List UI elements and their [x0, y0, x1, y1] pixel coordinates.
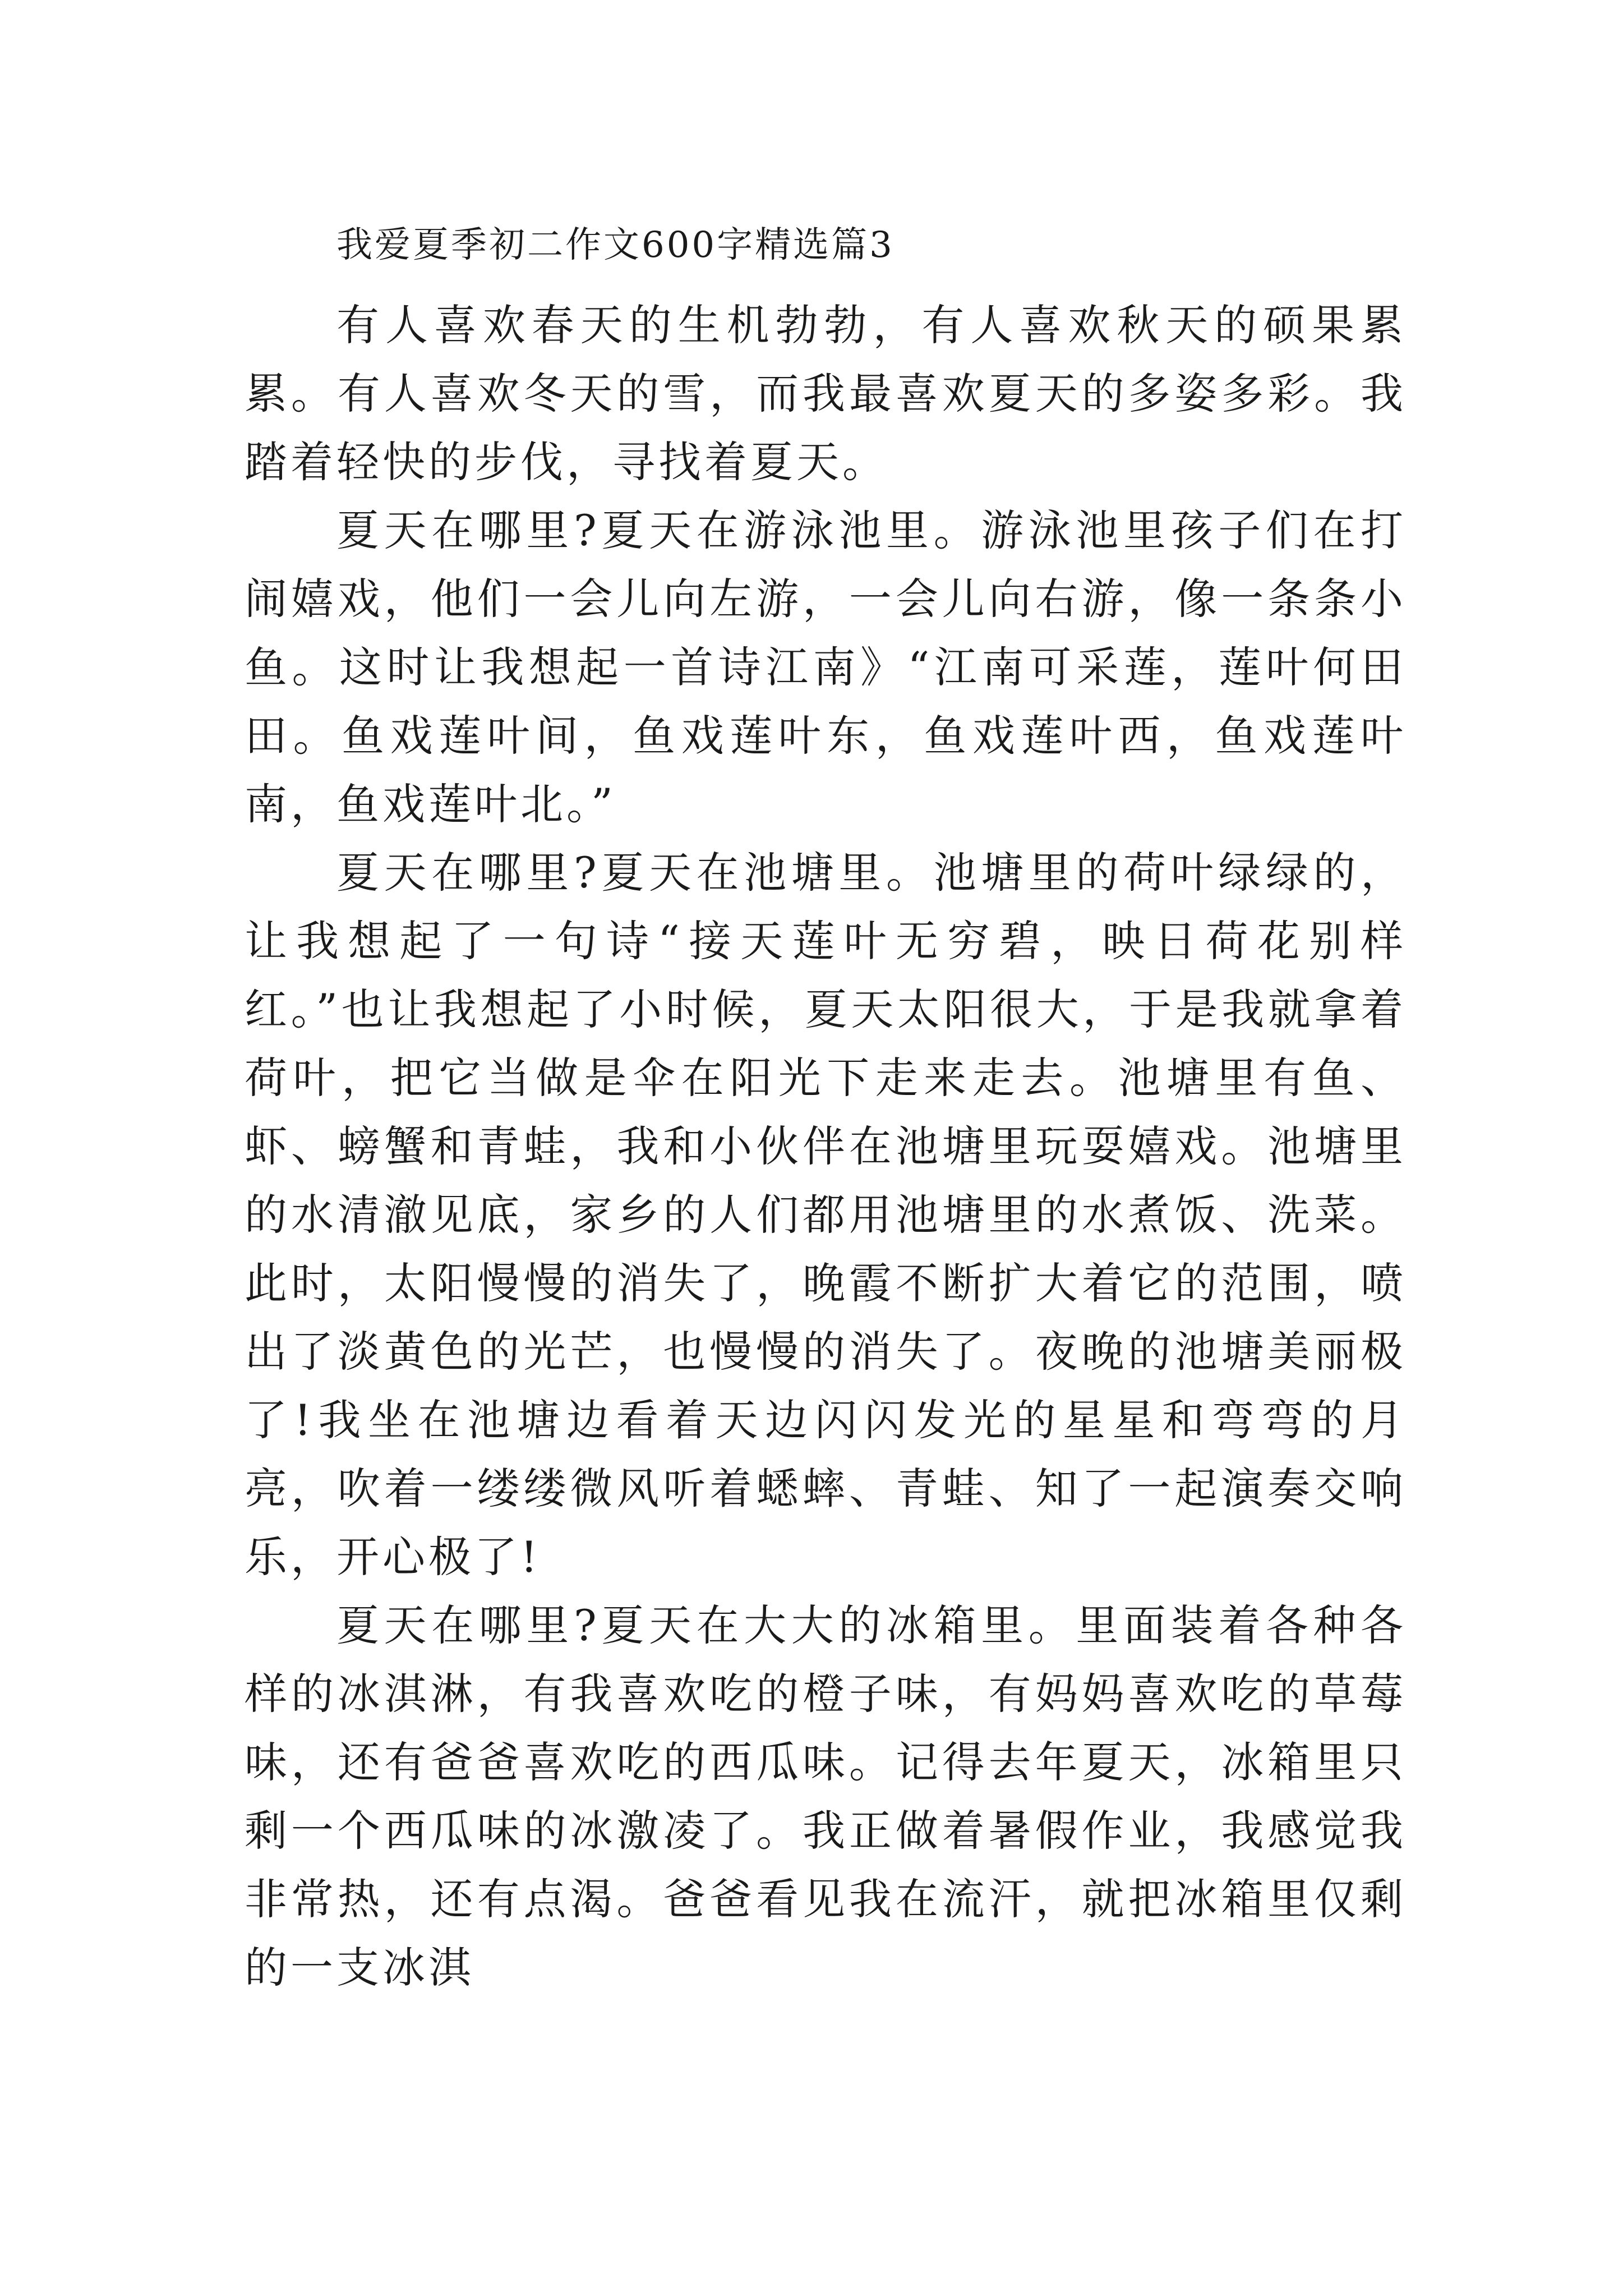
paragraph-4: 夏天在哪里?夏天在大大的冰箱里。里面装着各种各样的冰淇淋，有我喜欢吃的橙子味，有妈妈喜欢吃的草莓味，还有爸爸喜欢吃的西瓜味。记得去年夏天，冰箱里只剩一个西瓜味的冰激凌了。我正做着暑假作业，我感觉我非常热，还有点渴。爸爸看见我在流汗，就把冰箱里仅剩的一支冰淇 [245, 1600, 1407, 1993]
paragraph-1: 有人喜欢春天的生机勃勃，有人喜欢秋天的硕果累累。有人喜欢冬天的雪，而我最喜欢夏天的多姿多彩。我踏着轻快的步伐，寻找着夏天。 [245, 300, 1407, 487]
paragraph-3: 夏天在哪里?夏天在池塘里。池塘里的荷叶绿绿的，让我想起了一句诗“接天莲叶无穷碧，映日荷花别样红。”也让我想起了小时候，夏天太阳很大，于是我就拿着荷叶，把它当做是伞在阳光下走来走去。池塘里有鱼、虾、螃蟹和青蛙，我和小伙伴在池塘里玩耍嬉戏。池塘里的水清澈见底，家乡的人们都用池塘里的水煮饭、洗菜。此时，太阳慢慢的消失了，晚霞不断扩大着它的范围，喷出了淡黄色的光芒，也慢慢的消失了。夜晚的池塘美丽极了!我坐在池塘边看着天边闪闪发光的星星和弯弯的月亮，吹着一缕缕微风听着蟋蟀、青蛙、知了一起演奏交响乐，开心极了! [245, 848, 1407, 1582]
document-title: 我爱夏季初二作文600字精选篇3 [336, 224, 895, 266]
document-body [245, 199, 1407, 2002]
paragraph-2: 夏天在哪里?夏天在游泳池里。游泳池里孩子们在打闹嬉戏，他们一会儿向左游，一会儿向右游，像一条条小鱼。这时让我想起一首诗江南》“江南可采莲，莲叶何田田。鱼戏莲叶间，鱼戏莲叶东，鱼戏莲叶西，鱼戏莲叶南，鱼戏莲叶北。” [245, 505, 1407, 829]
